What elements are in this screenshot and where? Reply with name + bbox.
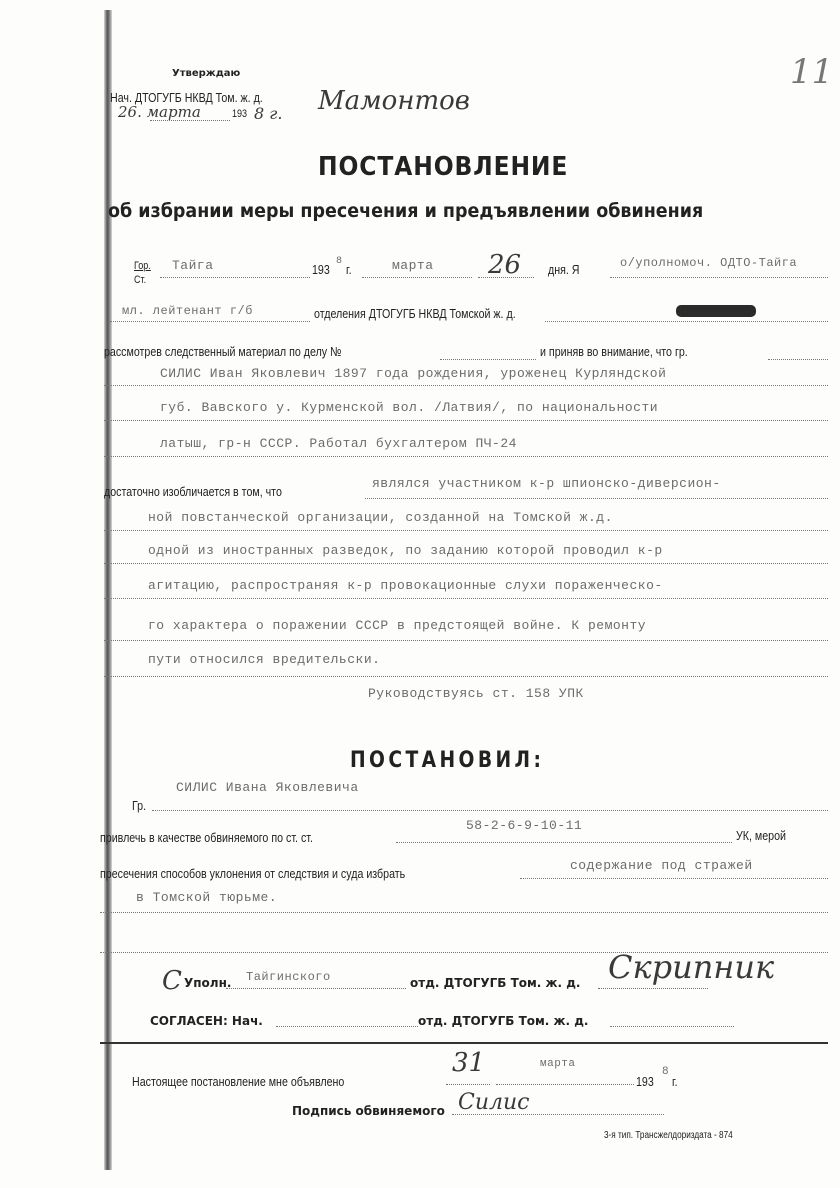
announcement-month: марта <box>540 1058 576 1070</box>
binding-strip <box>104 10 112 1170</box>
charge-label: привлечь в качестве обвиняемого по ст. ст. <box>100 830 313 845</box>
considered-text-after: и приняв во внимание, что гр. <box>540 344 688 359</box>
accusation-line-3: одной из иностранных разведок, по заданию которой проводил к-р <box>148 543 663 558</box>
citizen-label: Гр. <box>132 798 147 813</box>
agreed-label: СОГЛАСЕН: Нач. <box>150 1014 263 1028</box>
accusation-line-2: ной повстанческой организации, созданной на Томской ж.д. <box>148 510 613 525</box>
announcement-year-prefix: 193 <box>636 1074 654 1089</box>
approval-signature: Мамонтов <box>318 86 470 116</box>
announcement-year-suffix: г. <box>672 1074 678 1089</box>
accusation-line-5: го характера о поражении СССР в предстоящей войне. К ремонту <box>148 618 647 633</box>
officer-signature: Скрипник <box>608 948 775 986</box>
redacted-name <box>676 305 756 317</box>
city-label-bottom: Ст. <box>134 274 147 286</box>
day-value: 26 <box>488 250 522 280</box>
accusation-line-4: агитацию, распространяя к-р провокационные слухи пораженческо- <box>148 578 663 593</box>
accusation-line-6: пути относился вредительски. <box>148 652 381 667</box>
year-value: 8 <box>336 256 343 267</box>
measure-label: пресечения способов уклонения от следствия и суда избрать <box>100 866 406 881</box>
approval-year-suffix: 8 г. <box>254 104 283 123</box>
announcement-day: 31 <box>452 1048 486 1078</box>
approval-year-prefix: 193 <box>232 108 248 120</box>
department-label: отделения ДТОГУГБ НКВД Томской ж. д. <box>314 306 516 321</box>
year-prefix: 193 <box>312 262 330 277</box>
officer-value: о/уполномоч. ОДТО-Тайга <box>620 256 798 270</box>
document-subtitle: об избрании меры пресечения и предъявлении обвинения <box>108 200 704 222</box>
section-divider <box>100 1042 828 1044</box>
agreed-suffix: отд. ДТОГУГБ Том. ж. д. <box>418 1014 589 1028</box>
person-line-1: СИЛИС Иван Яковлевич 1897 года рождения, уроженец Курляндской <box>160 366 667 381</box>
resolved-heading: ПОСТАНОВИЛ: <box>350 748 545 773</box>
person-line-3: латыш, гр-н СССР. Работал бухгалтером ПЧ-24 <box>160 436 517 451</box>
rank-value: мл. лейтенант г/б <box>122 304 253 318</box>
city-label-top: Гор. <box>134 260 151 272</box>
officer-dept: Тайгинского <box>246 970 331 984</box>
day-label: дня. Я <box>548 262 580 277</box>
officer-label: Уполн. <box>184 976 232 990</box>
year-suffix: г. <box>346 262 352 277</box>
document-title: ПОСТАНОВЛЕНИЕ <box>318 152 569 182</box>
charge-articles: 58-2-6-9-10-11 <box>466 818 583 833</box>
announcement-label: Настоящее постановление мне объявлено <box>132 1074 345 1089</box>
accused-signature: Силис <box>458 1090 530 1115</box>
page-number: 11 <box>790 52 834 92</box>
person-line-2: губ. Вавского у. Курменской вол. /Латвия/, по национальности <box>160 400 659 415</box>
charge-suffix: УК, мерой <box>736 828 786 843</box>
officer-prefix: С <box>162 966 182 996</box>
month-value: марта <box>392 258 434 273</box>
announcement-year-value: 8 <box>662 1066 670 1078</box>
accusation-label: достаточно изобличается в том, что <box>104 484 282 499</box>
city-value: Тайга <box>172 258 214 273</box>
citizen-value: СИЛИС Ивана Яковлевича <box>176 780 359 795</box>
approval-authority: Нач. ДТОГУГБ НКВД Том. ж. д. <box>110 90 263 105</box>
approval-date: 26. марта <box>118 103 201 121</box>
approval-label: Утверждаю <box>172 68 241 79</box>
accusation-line-1: являлся участником к-р шпионско-диверсион- <box>372 476 721 491</box>
guided-by: Руководствуясь ст. 158 УПК <box>368 686 584 701</box>
considered-text-before: рассмотрев следственный материал по делу № <box>104 344 342 359</box>
measure-value-line-1: содержание под стражей <box>570 858 753 873</box>
accused-signature-label: Подпись обвиняемого <box>292 1104 445 1118</box>
measure-value-line-2: в Томской тюрьме. <box>136 890 278 905</box>
officer-suffix: отд. ДТОГУГБ Том. ж. д. <box>410 976 581 990</box>
printer-imprint: 3-я тип. Трансжелдориздата - 874 <box>604 1130 733 1141</box>
